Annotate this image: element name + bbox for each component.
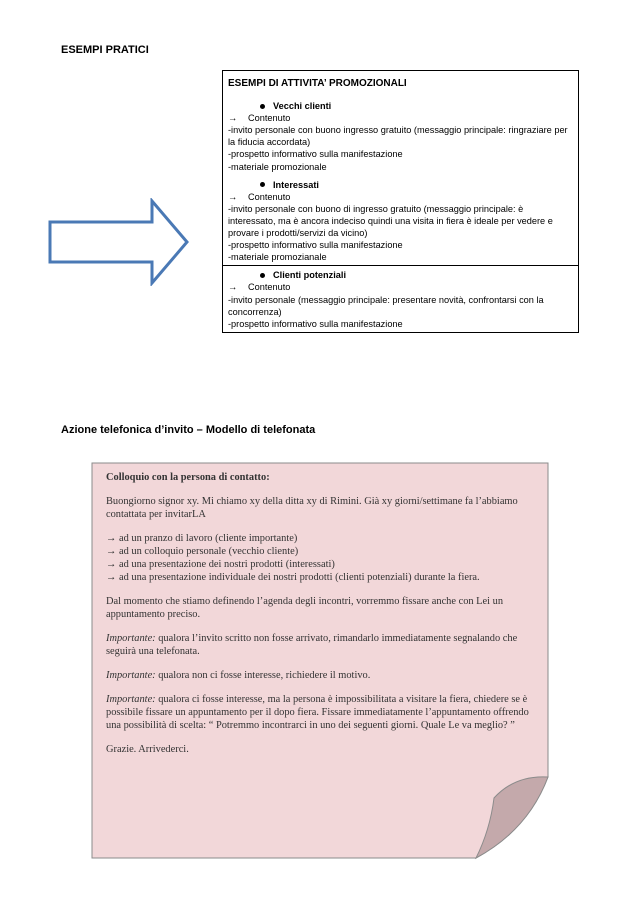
content-line: -prospetto informativo sulla manifestazione bbox=[228, 149, 403, 160]
arrow-icon: → bbox=[228, 113, 238, 124]
section-heading-practical-examples: ESEMPI PRATICI bbox=[61, 44, 149, 56]
content-label-row: → Contenuto bbox=[228, 282, 291, 293]
list-item-interested: Interessati bbox=[228, 179, 573, 191]
option-line: → ad una presentazione dei nostri prodotti (interessati) bbox=[106, 559, 335, 570]
important-label: Importante: bbox=[106, 694, 156, 705]
content-line: -invito personale con buono ingresso gratuito (messaggio principale: ringraziare per la fiducia accordata) bbox=[228, 125, 568, 148]
content-line: -prospetto informativo sulla manifestazione bbox=[228, 318, 403, 329]
note-important-1: Importante: qualora l’invito scritto non fosse arrivato, rimandarlo immediatamente segnalando che seguirà una telefonata. bbox=[106, 633, 518, 657]
list-item-old-clients: Vecchi clienti bbox=[228, 100, 573, 112]
content-line: -invito personale (messaggio principale: presentare novità, confrontarsi con la concorrenza) bbox=[228, 294, 544, 317]
important-label: Importante: bbox=[106, 670, 156, 681]
arrow-icon: → bbox=[228, 191, 238, 202]
note-options bbox=[106, 532, 538, 584]
option-line: → ad un colloquio personale (vecchio cliente) bbox=[106, 546, 299, 557]
note-important-2: Importante: qualora non ci fosse interesse, richiedere il motivo. bbox=[106, 670, 371, 681]
list-item-potential-clients: Clienti potenziali bbox=[228, 269, 573, 281]
content-line: -prospetto informativo sulla manifestazione bbox=[228, 240, 403, 251]
content-label-row: → Contenuto bbox=[228, 113, 291, 124]
call-script-note bbox=[106, 471, 538, 767]
note-important-3: Importante: qualora ci fosse interesse, ma la persona è impossibilitata a visitare la fiera, chiedere se è possibile fissare un appuntamento per il dopo fiera. Fissare immediatamente l’appuntamento offrendo una possibilità di scelta: “ Potremmo incontrarci in uno dei seguenti giorni. Quale Le va meglio? ” bbox=[106, 694, 529, 731]
option-line: → ad un pranzo di lavoro (cliente importante) bbox=[106, 533, 298, 544]
content-line: -invito personale con buono di ingresso gratuito (messaggio principale: è interessato, ma è ancora indeciso quindi una visita in fiera è ideale per vedere e provare i prodotti/servizi da vicino) bbox=[228, 203, 553, 239]
content-line: -materiale promozionale bbox=[228, 161, 327, 172]
section-heading-phone-invite: Azione telefonica d’invito – Modello di telefonata bbox=[61, 424, 316, 436]
important-label: Importante: bbox=[106, 633, 156, 644]
note-intro: Buongiorno signor xy. Mi chiamo xy della ditta xy di Rimini. Già xy giorni/settimane fa l’abbiamo contattata per invitarLA bbox=[106, 496, 518, 520]
option-line: → ad una presentazione individuale dei nostri prodotti (clienti potenziali) durante la fiera. bbox=[106, 572, 480, 583]
content-label-row: → Contenuto bbox=[228, 191, 291, 202]
arrow-icon: → bbox=[228, 282, 238, 293]
content-line: -materiale promozianale bbox=[228, 252, 327, 263]
note-agenda: Dal momento che stiamo definendo l’agenda degli incontri, vorremmo fissare anche con Lei un appuntamento preciso. bbox=[106, 596, 504, 620]
table-title: ESEMPI DI ATTIVITA’ PROMOZIONALI bbox=[228, 78, 407, 89]
note-title: Colloquio con la persona di contatto: bbox=[106, 472, 270, 483]
note-closing: Grazie. Arrivederci. bbox=[106, 744, 189, 755]
